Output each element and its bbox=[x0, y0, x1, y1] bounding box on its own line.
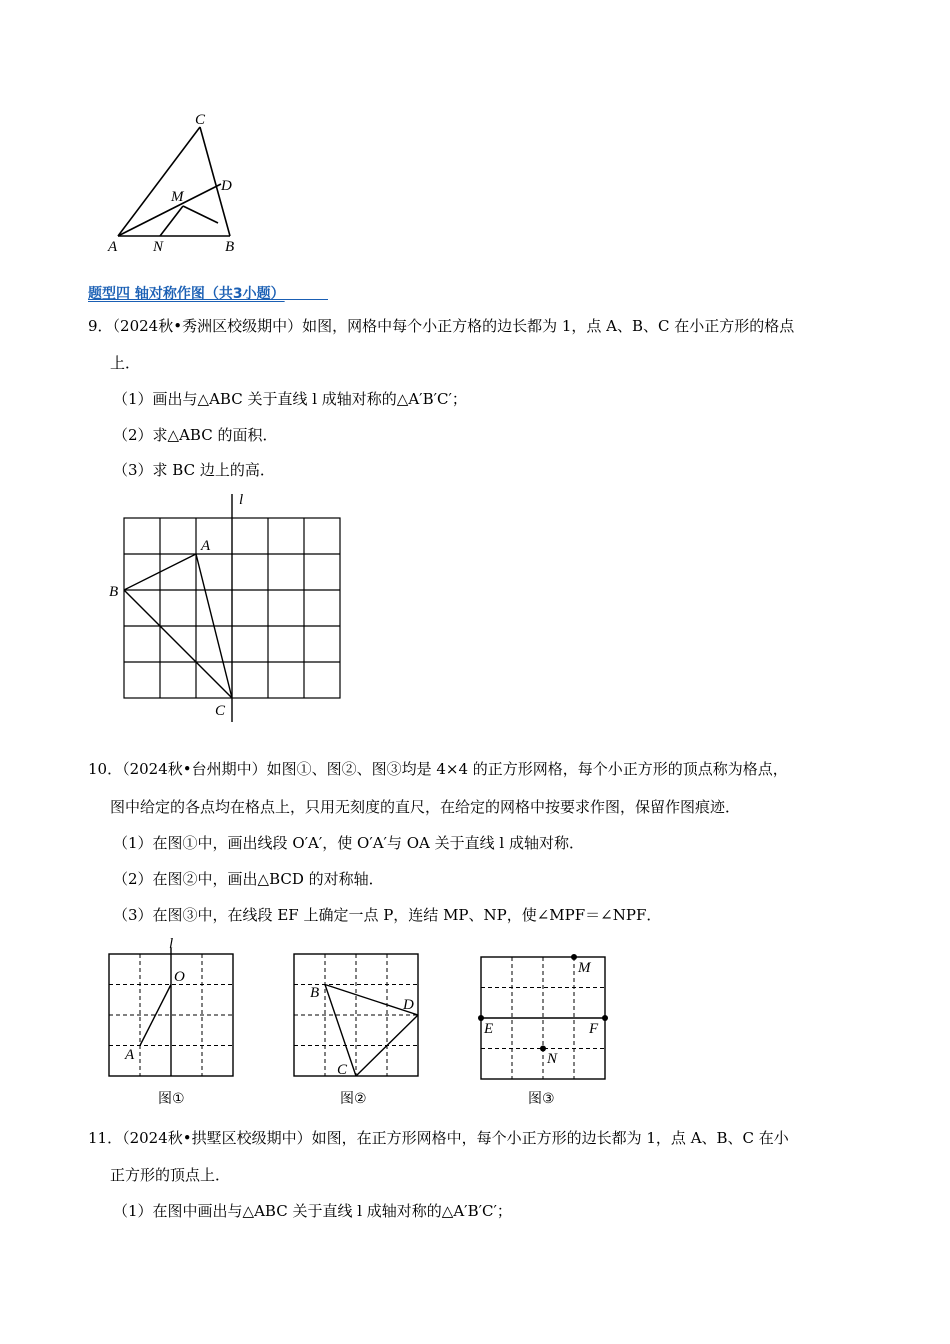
label-B: B bbox=[225, 239, 235, 255]
label-D: D bbox=[403, 997, 414, 1013]
q9-part2: （2）求△ABC 的面积． bbox=[113, 426, 278, 444]
q9-stem-line2: 上． bbox=[110, 354, 141, 372]
q9-grid-figure bbox=[100, 486, 360, 726]
label-M: M bbox=[171, 189, 184, 205]
segment-MB bbox=[183, 206, 218, 223]
label-D: D bbox=[221, 178, 232, 194]
q11-part1: （1）在图中画出与△ABC 关于直线 l 成轴对称的△A′B′C′； bbox=[113, 1202, 512, 1220]
label-A: A bbox=[201, 538, 211, 554]
label-O: O bbox=[174, 969, 185, 985]
q10-figure-1 bbox=[100, 932, 245, 1112]
segment-AC bbox=[118, 127, 200, 236]
segment-NM bbox=[160, 206, 183, 236]
q10-figure-2 bbox=[285, 932, 435, 1112]
label-C: C bbox=[195, 112, 206, 128]
point-F bbox=[602, 1015, 608, 1021]
q9-part1: （1）画出与△ABC 关于直线 l 成轴对称的△A′B′C′； bbox=[113, 390, 467, 408]
label-l: l bbox=[169, 936, 174, 952]
q11-stem-line1: 11．（2024秋•拱墅区校级期中）如图，在正方形网格中，每个小正方形的边长都为 1，点 A、B、C 在小 bbox=[88, 1129, 789, 1147]
point-N bbox=[540, 1046, 546, 1052]
label-A: A bbox=[125, 1047, 135, 1063]
q10-stem-line1: 10．（2024秋•台州期中）如图①、图②、图③均是 4×4 的正方形网格，每个小正方形的顶点称为格点， bbox=[88, 760, 788, 778]
section-title: 题型四 轴对称作图（共3小题） bbox=[88, 286, 285, 302]
q10-stem-line2: 图中给定的各点均在格点上，只用无刻度的直尺，在给定的网格中按要求作图，保留作图痕迹． bbox=[110, 798, 741, 816]
triangle-figure-top bbox=[100, 105, 260, 265]
label-B: B bbox=[310, 985, 320, 1001]
q10-part2: （2）在图②中，画出△BCD 的对称轴． bbox=[113, 870, 384, 888]
label-l: l bbox=[239, 492, 244, 508]
q10-part3: （3）在图③中，在线段 EF 上确定一点 P，连结 MP、NP，使∠MPF＝∠NPF． bbox=[113, 906, 662, 924]
segment-AD bbox=[118, 184, 221, 236]
label-F: F bbox=[589, 1021, 599, 1037]
section-title-underline bbox=[88, 299, 328, 300]
label-C: C bbox=[215, 703, 226, 719]
q9-part3: （3）求 BC 边上的高． bbox=[113, 461, 275, 479]
label-C: C bbox=[337, 1062, 348, 1078]
q10-figure-3 bbox=[472, 932, 622, 1112]
label-A: A bbox=[108, 239, 118, 255]
fig2-dashed-grid bbox=[294, 954, 418, 1076]
point-M bbox=[571, 954, 577, 960]
fig1-caption: 图① bbox=[158, 1091, 185, 1107]
q11-stem-line2: 正方形的顶点上． bbox=[110, 1166, 231, 1184]
label-N: N bbox=[153, 239, 164, 255]
q9-stem-line1: 9．（2024秋•秀洲区校级期中）如图，网格中每个小正方格的边长都为 1，点 A、B、C 在小正方形的格点 bbox=[88, 317, 795, 335]
fig3-caption: 图③ bbox=[528, 1091, 555, 1107]
label-N: N bbox=[547, 1051, 558, 1067]
q10-part1: （1）在图①中，画出线段 O′A′，使 O′A′与 OA 关于直线 l 成轴对称． bbox=[113, 834, 584, 852]
fig2-caption: 图② bbox=[340, 1091, 367, 1107]
label-E: E bbox=[484, 1021, 494, 1037]
label-M: M bbox=[578, 960, 591, 976]
label-B: B bbox=[109, 584, 119, 600]
